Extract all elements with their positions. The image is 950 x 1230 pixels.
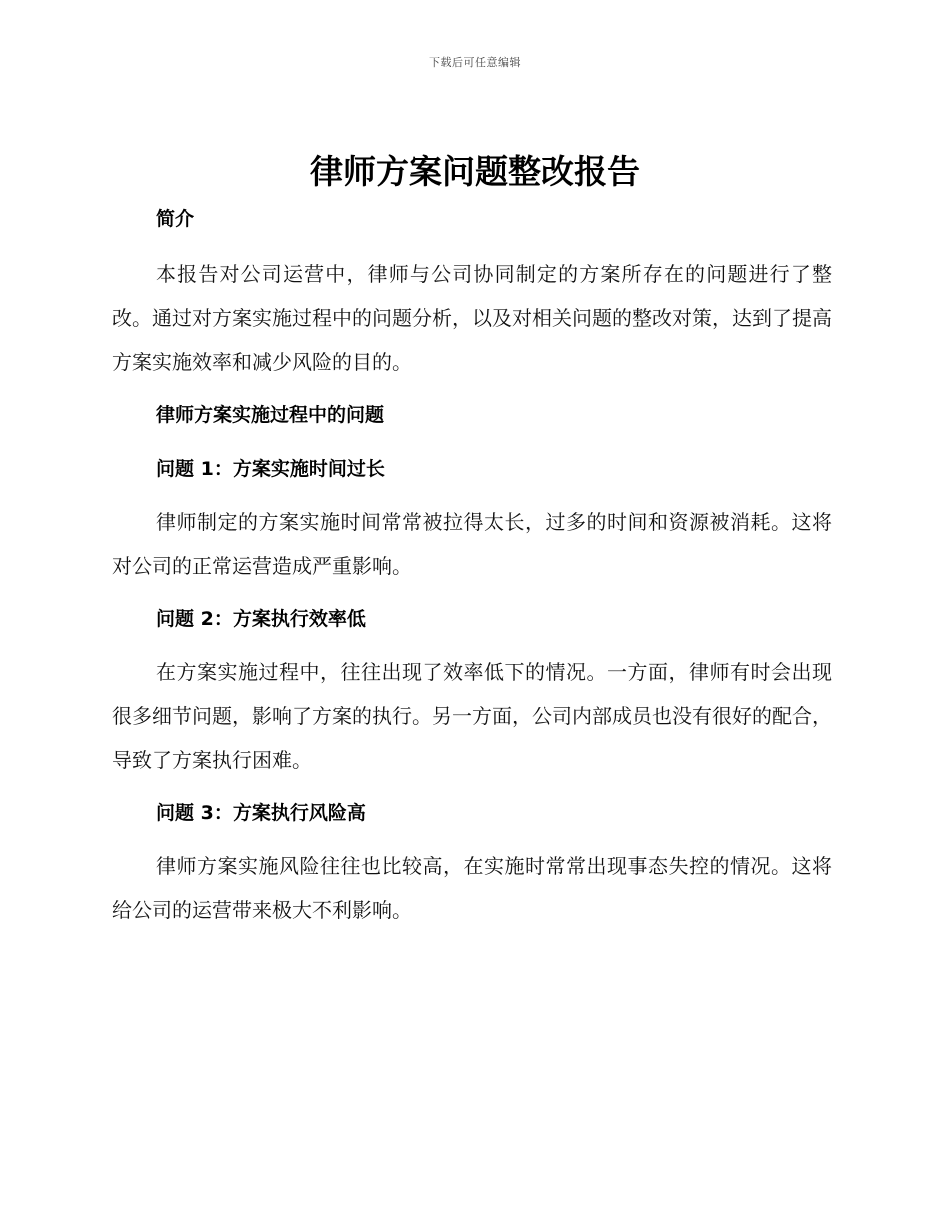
problem-2-heading: 问题 2：方案执行效率低 bbox=[156, 608, 366, 630]
document-body bbox=[112, 196, 832, 940]
paragraph-intro: 本报告对公司运营中，律师与公司协同制定的方案所存在的问题进行了整改。通过对方案实施过程中的问题分析，以及对相关问题的整改对策，达到了提高方案实施效率和减少风险的目的。 bbox=[112, 262, 832, 374]
problem-2-paragraph: 在方案实施过程中，往往出现了效率低下的情况。一方面，律师有时会出现很多细节问题，影响了方案的执行。另一方面，公司内部成员也没有很好的配合，导致了方案执行困难。 bbox=[112, 660, 832, 772]
document-title: 律师方案问题整改报告 bbox=[310, 152, 640, 191]
problem-1-paragraph: 律师制定的方案实施时间常常被拉得太长，过多的时间和资源被消耗。这将对公司的正常运营造成严重影响。 bbox=[112, 510, 832, 578]
problem-1-heading: 问题 1：方案实施时间过长 bbox=[156, 458, 385, 480]
section-heading-problems: 律师方案实施过程中的问题 bbox=[156, 404, 385, 426]
section-heading-intro: 简介 bbox=[156, 208, 195, 230]
header-note: 下载后可任意编辑 bbox=[429, 56, 521, 69]
problem-3-heading: 问题 3：方案执行风险高 bbox=[156, 802, 366, 824]
problem-3-paragraph: 律师方案实施风险往往也比较高，在实施时常常出现事态失控的情况。这将给公司的运营带来极大不利影响。 bbox=[112, 854, 832, 922]
